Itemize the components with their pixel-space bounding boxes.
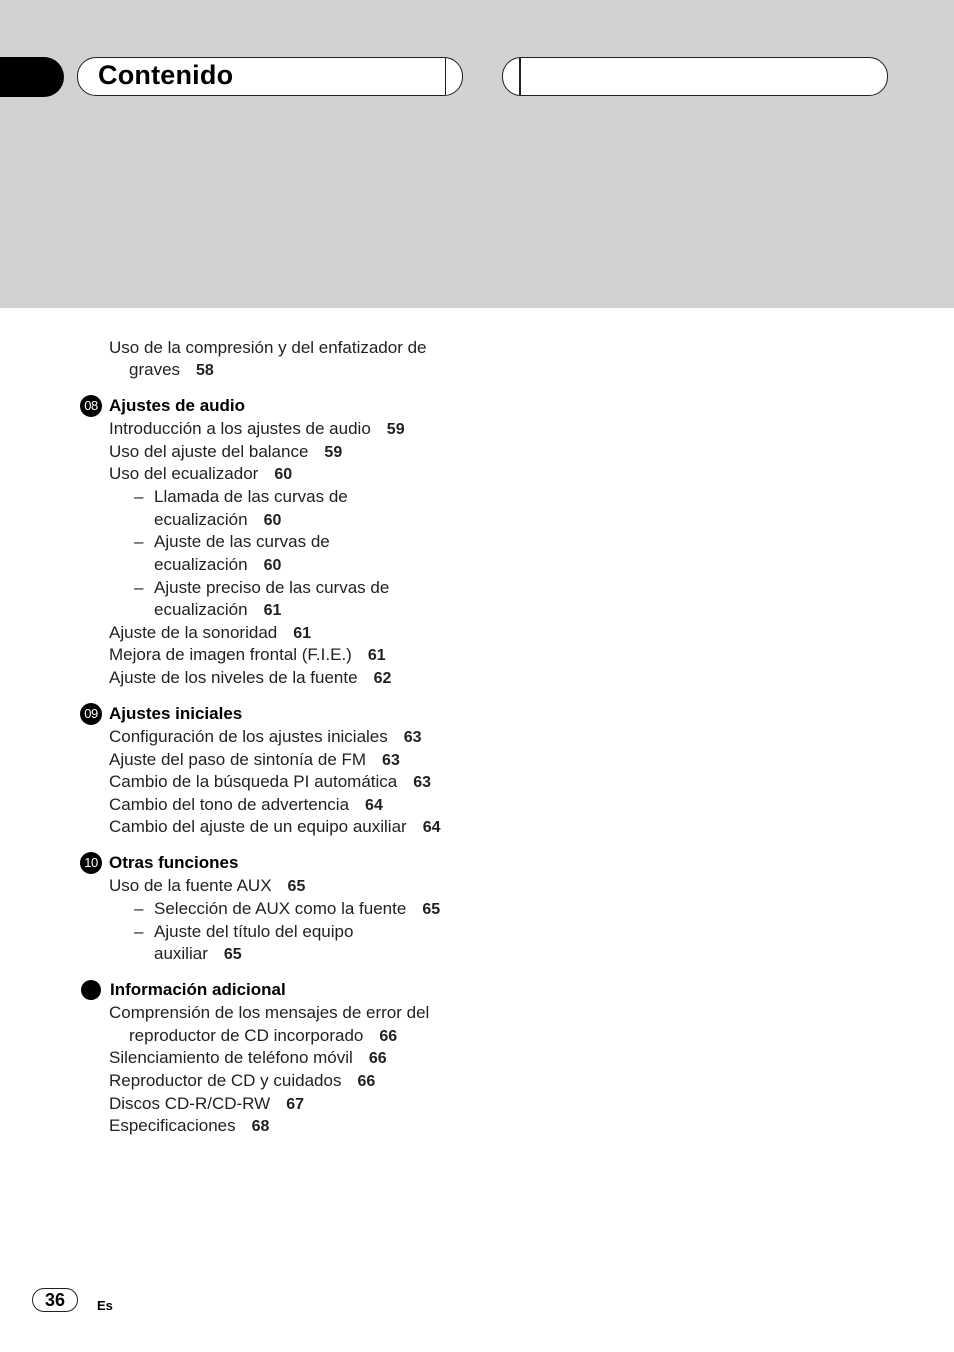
page-number: 36: [32, 1288, 78, 1312]
section-number-badge: 10: [80, 852, 102, 874]
toc-entry[interactable]: [109, 749, 400, 772]
toc-entry-label: auxiliar: [154, 944, 208, 963]
toc-entry[interactable]: [109, 337, 427, 359]
toc-sub-entry-continued[interactable]: [154, 509, 281, 532]
toc-sub-entry[interactable]: [154, 486, 348, 508]
toc-entry-label: Ajuste de los niveles de la fuente: [109, 668, 358, 687]
toc-entry[interactable]: [109, 418, 405, 441]
toc-sub-entry[interactable]: [154, 531, 330, 553]
toc-page-number: 62: [373, 670, 392, 687]
section-heading[interactable]: Ajustes iniciales: [109, 704, 243, 723]
toc-entry-continued[interactable]: [129, 359, 214, 382]
toc-entry-label: Ajuste de las curvas de: [154, 532, 330, 551]
toc-page-number: 59: [324, 444, 343, 461]
toc-page-number: 64: [365, 797, 383, 814]
toc-entry-label: Cambio de la búsqueda PI automática: [109, 772, 398, 791]
toc-entry-continued[interactable]: [129, 1025, 397, 1048]
toc-page-number: 59: [386, 421, 405, 438]
toc-entry-label: Cambio del tono de advertencia: [109, 795, 350, 814]
toc-entry[interactable]: [109, 1115, 269, 1138]
toc-entry[interactable]: [109, 463, 292, 486]
toc-entry-label: Discos CD-R/CD-RW: [109, 1094, 271, 1113]
toc-sub-entry[interactable]: [154, 921, 353, 943]
page-title: Contenido: [98, 60, 234, 90]
toc-page-number: 60: [263, 512, 282, 529]
toc-page-number: 64: [422, 819, 441, 836]
language-code: Es: [97, 1298, 113, 1313]
toc-page-number: 63: [382, 752, 400, 769]
toc-page-number: 60: [263, 557, 282, 574]
toc-sub-entry-continued[interactable]: [154, 599, 281, 622]
title-box: [77, 57, 463, 96]
toc-entry[interactable]: [109, 622, 311, 645]
header-band: [0, 0, 954, 308]
toc-page-number: 61: [293, 625, 312, 642]
toc-entry-label: Uso del ecualizador: [109, 464, 259, 483]
toc-entry-label: Silenciamiento de teléfono móvil: [109, 1048, 353, 1067]
toc-entry[interactable]: [109, 875, 305, 898]
toc-entry[interactable]: [109, 771, 431, 794]
toc-entry-label: Mejora de imagen frontal (F.I.E.): [109, 645, 352, 664]
sub-entry-dash: –: [134, 578, 144, 597]
section-number-badge: 08: [80, 395, 102, 417]
toc-entry-label: Uso del ajuste del balance: [109, 442, 309, 461]
toc-entry[interactable]: [109, 441, 342, 464]
toc-entry-label: ecualización: [154, 510, 248, 529]
section-heading[interactable]: Información adicional: [110, 980, 286, 999]
toc-entry-label: Especificaciones: [109, 1116, 236, 1135]
toc-page-number: 67: [286, 1096, 304, 1113]
title-box-divider: [445, 58, 447, 95]
toc-sub-entry-continued[interactable]: [154, 943, 242, 966]
toc-entry-label: Reproductor de CD y cuidados: [109, 1071, 342, 1090]
toc-entry-label: Ajuste del título del equipo: [154, 922, 354, 941]
toc-page-number: 66: [357, 1073, 376, 1090]
toc-entry-label: Introducción a los ajustes de audio: [109, 419, 371, 438]
toc-page-number: 61: [263, 602, 282, 619]
blank-header-box: [502, 57, 888, 96]
section-heading[interactable]: Otras funciones: [109, 853, 239, 872]
toc-page-number: 65: [422, 901, 441, 918]
toc-entry[interactable]: [109, 1093, 304, 1116]
toc-entry-label: Uso de la fuente AUX: [109, 876, 272, 895]
toc-entry-label: Ajuste del paso de sintonía de FM: [109, 750, 367, 769]
toc-entry[interactable]: [109, 1047, 387, 1070]
toc-page-number: 65: [287, 878, 306, 895]
sub-entry-dash: –: [134, 899, 144, 918]
toc-sub-entry[interactable]: [154, 898, 440, 921]
toc-page-number: 58: [196, 362, 214, 379]
toc-entry-label: reproductor de CD incorporado: [129, 1026, 364, 1045]
toc-sub-entry-continued[interactable]: [154, 554, 281, 577]
toc-entry[interactable]: [109, 667, 391, 690]
toc-page-number: 65: [223, 946, 242, 963]
toc-entry-label: Ajuste de la sonoridad: [109, 623, 278, 642]
sub-entry-dash: –: [134, 487, 144, 506]
toc-entry-label: graves: [129, 360, 181, 379]
toc-entry[interactable]: [109, 644, 386, 667]
section-bullet-icon: [81, 980, 101, 1000]
toc-page-number: 68: [251, 1118, 270, 1135]
toc-entry[interactable]: [109, 816, 441, 839]
sub-entry-dash: –: [134, 532, 144, 551]
toc-page-number: 60: [274, 466, 293, 483]
section-heading[interactable]: Ajustes de audio: [109, 396, 246, 415]
toc-entry-label: ecualización: [154, 555, 248, 574]
toc-page-number: 63: [413, 774, 432, 791]
toc-entry[interactable]: [109, 794, 383, 817]
toc-entry-label: Cambio del ajuste de un equipo auxiliar: [109, 817, 407, 836]
toc-entry-label: Comprensión de los mensajes de error del: [109, 1003, 430, 1022]
toc-page-number: 61: [367, 647, 386, 664]
toc-entry-label: Llamada de las curvas de: [154, 487, 348, 506]
toc-entry-label: Uso de la compresión y del enfatizador de: [109, 338, 427, 357]
toc-entry-label: Configuración de los ajustes iniciales: [109, 727, 388, 746]
toc-entry-label: Selección de AUX como la fuente: [154, 899, 407, 918]
blank-box-divider: [519, 58, 521, 95]
toc-page-number: 66: [379, 1028, 398, 1045]
toc-sub-entry[interactable]: [154, 577, 389, 599]
section-tab-marker: [0, 57, 64, 97]
toc-entry-label: Ajuste preciso de las curvas de: [154, 578, 390, 597]
toc-entry[interactable]: [109, 1070, 375, 1093]
section-number-badge: 09: [80, 703, 102, 725]
toc-page-number: 66: [368, 1050, 387, 1067]
toc-page-number: 63: [403, 729, 422, 746]
toc-entry[interactable]: [109, 1002, 429, 1024]
toc-entry-label: ecualización: [154, 600, 248, 619]
sub-entry-dash: –: [134, 922, 144, 941]
toc-entry[interactable]: [109, 726, 422, 749]
